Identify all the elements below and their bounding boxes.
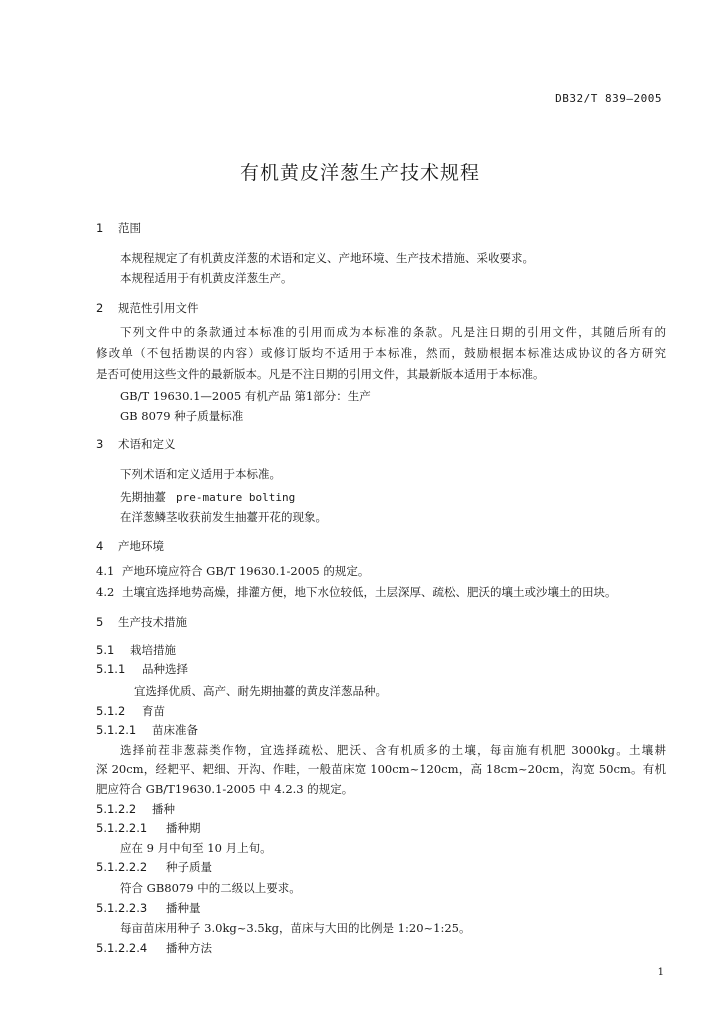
term-english: pre-mature bolting	[176, 491, 296, 504]
clause-title: 播种量	[166, 901, 201, 915]
page-number: 1	[657, 967, 664, 978]
clause-number: 5.1.2.2.2	[96, 860, 148, 874]
reference-item: GB 8079 种子质量标准	[120, 409, 244, 423]
paragraph: 肥应符合 GB/T19630.1-2005 中 4.2.3 的规定。	[96, 782, 354, 796]
paragraph: 是否可使用这些文件的最新版本。凡是不注日期的引用文件，其最新版本适用于本标准。	[96, 367, 545, 381]
clause-text: 土壤宜选择地势高燥，排灌方便，地下水位较低，土层深厚、疏松、肥沃的壤土或沙壤土的田块。	[122, 585, 617, 599]
clause-number: 5.1.2.2	[96, 802, 137, 816]
section-2-heading	[96, 300, 199, 316]
term-entry	[120, 489, 295, 506]
clause-number: 5.1.2	[96, 704, 126, 718]
clause-5-1-2-2-4	[96, 940, 212, 956]
clause-5-1-2-2	[96, 801, 175, 817]
clause-number: 5.1.2.2.1	[96, 821, 148, 835]
doc-code: DB32/T 839—2005	[555, 92, 662, 105]
clause-title: 品种选择	[142, 662, 188, 676]
clause-5-1-2	[96, 703, 165, 719]
paragraph: 每亩苗床用种子 3.0kg~3.5kg，苗床与大田的比例是 1:20~1:25。	[120, 921, 471, 935]
section-5-heading	[96, 614, 187, 630]
clause-5-1-1	[96, 661, 188, 677]
paragraph: 下列文件中的条款通过本标准的引用而成为本标准的条款。凡是注日期的引用文件，其随后所有的	[120, 325, 666, 339]
section-number: 2	[96, 301, 104, 315]
clause-title: 播种	[152, 802, 175, 816]
clause-number: 4.2	[96, 585, 115, 599]
clause-number: 5.1	[96, 643, 115, 657]
clause-title: 栽培措施	[130, 643, 176, 657]
paragraph: 修改单（不包括勘误的内容）或修订版均不适用于本标准，然而，鼓励根据本标准达成协议的各方研究	[96, 346, 666, 360]
clause-title: 播种方法	[166, 941, 212, 955]
paragraph: 下列术语和定义适用于本标准。	[120, 467, 281, 481]
section-title: 术语和定义	[118, 437, 176, 451]
paragraph: 深 20cm，经耙平、耙细、开沟、作畦，一般苗床宽 100cm~120cm，高 18cm~20cm，沟宽 50cm。有机	[96, 762, 666, 776]
clause-number: 4.1	[96, 564, 115, 578]
clause-5-1	[96, 642, 176, 658]
section-title: 范围	[118, 221, 141, 235]
clause-4-2	[96, 584, 617, 600]
section-4-heading	[96, 538, 164, 554]
page-title: 有机黄皮洋葱生产技术规程	[239, 162, 480, 184]
clause-5-1-2-2-1	[96, 820, 201, 836]
section-number: 5	[96, 615, 104, 629]
clause-number: 5.1.1	[96, 662, 126, 676]
paragraph: 符合 GB8079 中的二级以上要求。	[120, 881, 301, 895]
paragraph: 应在 9 月中旬至 10 月上旬。	[120, 841, 272, 855]
section-number: 4	[96, 539, 104, 553]
clause-text: 产地环境应符合 GB/T 19630.1-2005 的规定。	[122, 564, 370, 578]
section-1-heading	[96, 220, 141, 236]
reference-item: GB/T 19630.1—2005 有机产品 第1部分：生产	[120, 389, 371, 403]
section-title: 规范性引用文件	[118, 301, 199, 315]
clause-4-1	[96, 563, 369, 579]
section-3-heading	[96, 436, 176, 452]
clause-number: 5.1.2.2.3	[96, 901, 148, 915]
section-number: 3	[96, 437, 104, 451]
paragraph: 宜选择优质、高产、耐先期抽薹的黄皮洋葱品种。	[134, 684, 387, 698]
paragraph: 选择前茬非葱蒜类作物，宜选择疏松、肥沃、含有机质多的土壤，每亩施有机肥 3000kg。土壤耕	[120, 743, 666, 757]
section-number: 1	[96, 221, 104, 235]
paragraph: 本规程规定了有机黄皮洋葱的术语和定义、产地环境、生产技术措施、采收要求。	[120, 251, 534, 265]
clause-5-1-2-2-2	[96, 859, 212, 875]
section-title: 生产技术措施	[118, 615, 187, 629]
clause-title: 播种期	[166, 821, 201, 835]
term-chinese: 先期抽薹	[120, 490, 166, 504]
clause-number: 5.1.2.2.4	[96, 941, 148, 955]
section-title: 产地环境	[118, 539, 164, 553]
clause-title: 育苗	[142, 704, 165, 718]
clause-title: 苗床准备	[152, 723, 198, 737]
clause-number: 5.1.2.1	[96, 723, 137, 737]
paragraph: 本规程适用于有机黄皮洋葱生产。	[120, 271, 293, 285]
clause-5-1-2-2-3	[96, 900, 201, 916]
clause-5-1-2-1	[96, 722, 198, 738]
term-definition: 在洋葱鳞茎收获前发生抽薹开花的现象。	[120, 510, 327, 524]
clause-title: 种子质量	[166, 860, 212, 874]
